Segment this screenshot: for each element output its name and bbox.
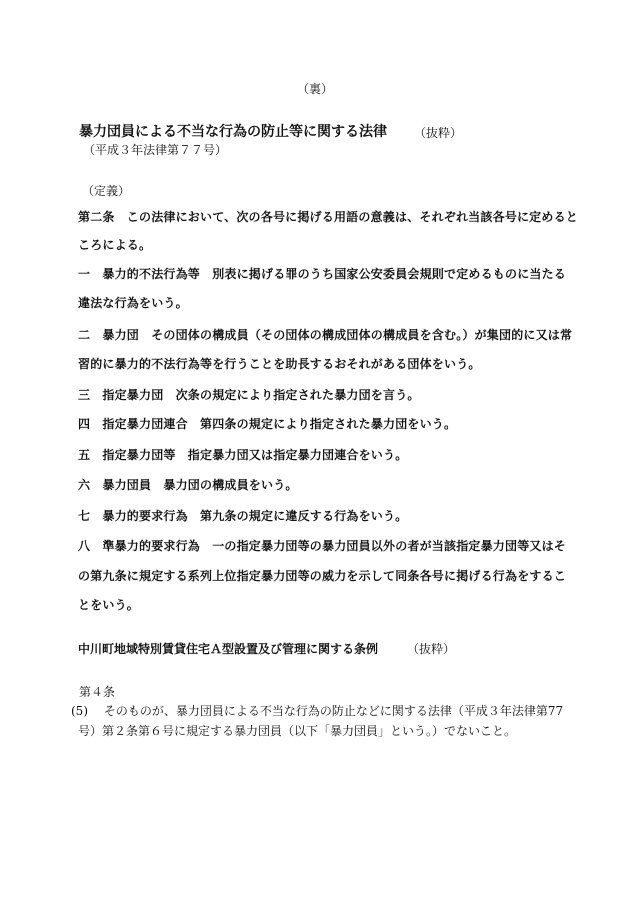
- article2-line: 八 準暴力的要求行為 一の指定暴力団等の暴力団員以外の者が当該指定暴力団等又はそ: [78, 539, 567, 553]
- article2-line: とをいう。: [78, 598, 140, 612]
- article2-line: 一 暴力的不法行為等 別表に掲げる罪のうち国家公安委員会規則で定めるものに当たる: [78, 267, 567, 281]
- definitions-heading: （定義）: [82, 184, 131, 198]
- article2-line: 違法な行為をいう。: [78, 296, 188, 310]
- ordinance-article: 第４条: [79, 685, 116, 699]
- page-side-label: （裏）: [296, 82, 333, 96]
- ordinance-item5-line2: 号）第２条第６号に規定する暴力団員（以下「暴力団員」という。）でないこと。: [78, 724, 517, 738]
- article2-line: 第二条 この法律において、次の各号に掲げる用語の意義は、それぞれ当該各号に定めると: [78, 210, 578, 224]
- law-excerpt-note: （抜粋）: [414, 126, 463, 140]
- article2-line: の第九条に規定する系列上位指定暴力団等の威力を示して同条各号に掲げる行為をするこ: [78, 569, 567, 583]
- article2-line: 習的に暴力的不法行為等を行うことを助長するおそれがある団体をいう。: [78, 357, 481, 371]
- ordinance-title: 中川町地域特別賃貸住宅Ａ型設置及び管理に関する条例: [78, 642, 379, 656]
- ordinance-excerpt-note: （抜粋）: [407, 642, 456, 656]
- article2-line: 六 暴力団員 暴力団の構成員をいう。: [78, 478, 298, 492]
- article2-line: 三 指定暴力団 次条の規定により指定された暴力団を言う。: [78, 388, 420, 402]
- law-title: 暴力団員による不当な行為の防止等に関する法律: [79, 124, 387, 140]
- article2-line: 七 暴力的要求行為 第九条の規定に違反する行為をいう。: [78, 509, 408, 523]
- article2-line: 四 指定暴力団連合 第四条の規定により指定された暴力団をいう。: [78, 417, 457, 431]
- ordinance-item5-line1: (5) そのものが、暴力団員による不当な行為の防止などに関する法律（平成３年法律第77: [71, 704, 564, 718]
- article2-line: ころによる。: [78, 238, 152, 252]
- law-number: （平成３年法律第７７号）: [83, 143, 228, 157]
- article2-line: 二 暴力団 その団体の構成員（その団体の構成団体の構成員を含む。）が集団的に又は常: [78, 328, 573, 342]
- article2-line: 五 指定暴力団等 指定暴力団又は指定暴力団連合をいう。: [78, 448, 408, 462]
